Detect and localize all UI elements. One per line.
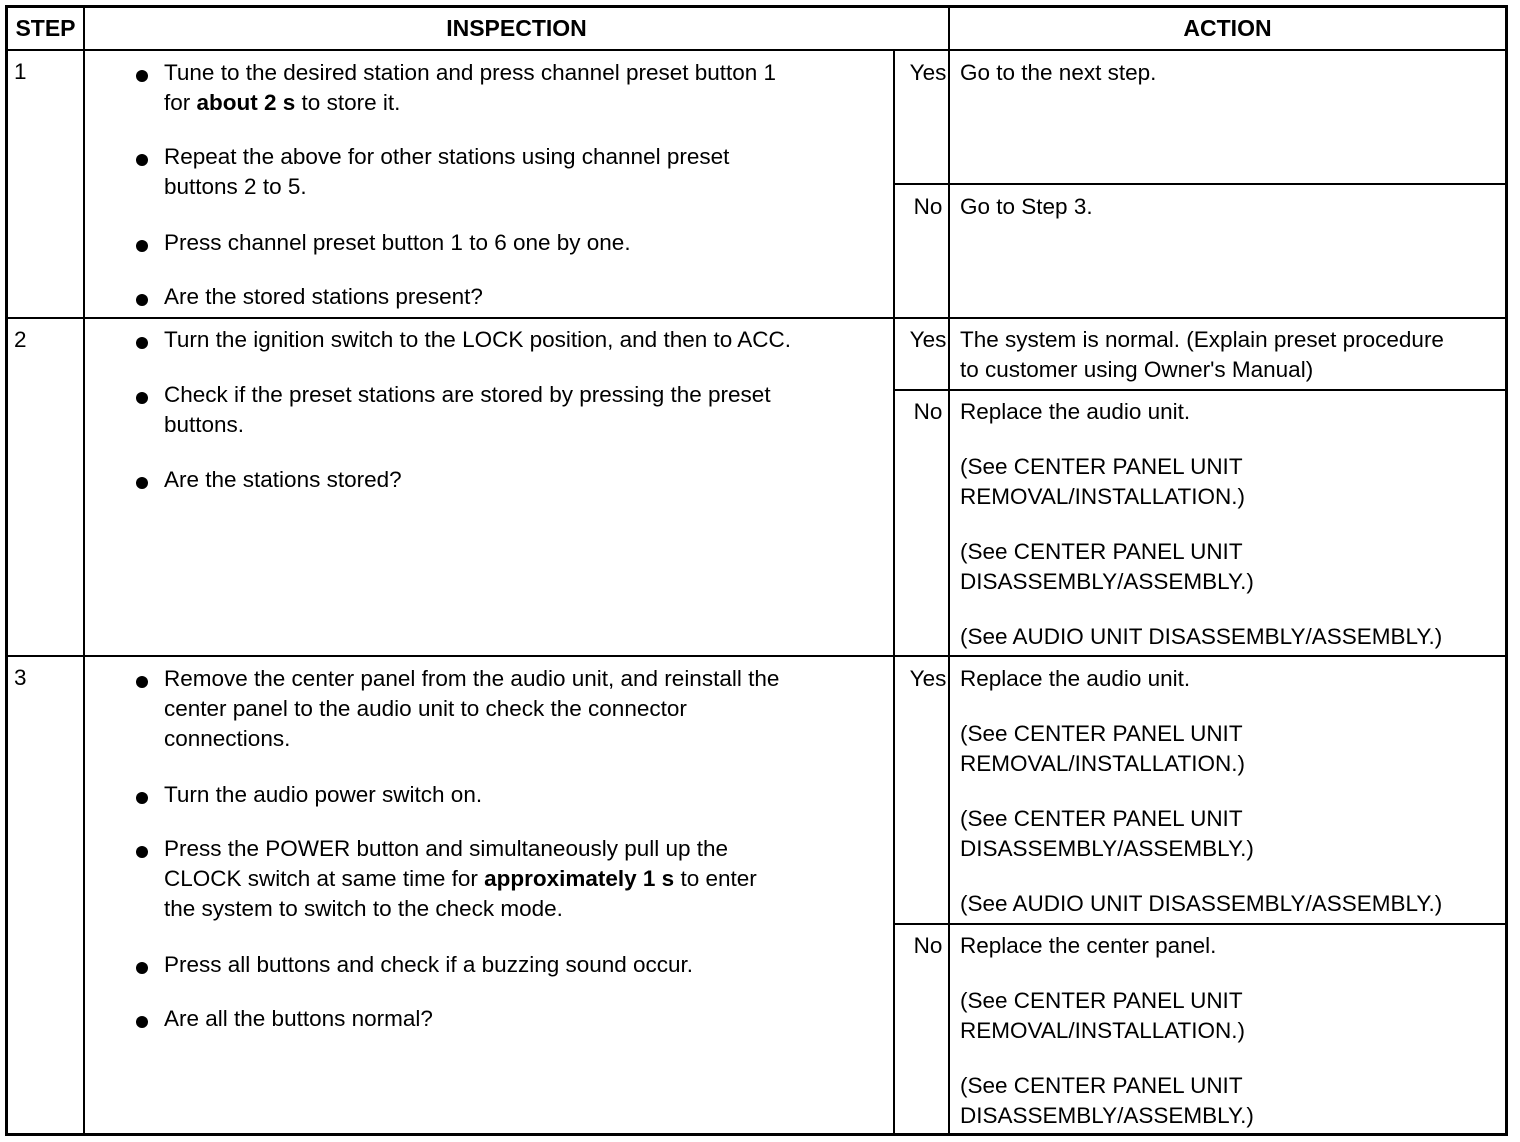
row-divider	[8, 655, 1505, 657]
bullet-icon	[136, 337, 148, 349]
diagnostic-table	[5, 5, 1508, 1136]
answer-yes: Yes	[909, 666, 947, 691]
bullet-icon	[136, 676, 148, 688]
action-text: Go to the next step.	[960, 60, 1157, 85]
result-divider	[893, 923, 1505, 925]
bullet-icon	[136, 240, 148, 252]
action-text: Replace the audio unit. (See CENTER PANEL UNIT REMOVAL/INSTALLATION.) (See CENTER PANEL UNIT DISASSEMBLY/ASSEMBLY.) (See AUDIO UNIT DISASSEMBLY/ASSEMBLY.)	[960, 399, 1443, 649]
header-action: ACTION	[1183, 15, 1272, 41]
bullet-icon	[136, 962, 148, 974]
header-step: STEP	[15, 15, 76, 41]
result-divider	[893, 389, 1505, 391]
inspection-item: Turn the audio power switch on.	[164, 782, 483, 807]
bullet-icon	[136, 392, 148, 404]
action-text: Replace the audio unit. (See CENTER PANEL UNIT REMOVAL/INSTALLATION.) (See CENTER PANEL UNIT DISASSEMBLY/ASSEMBLY.) (See AUDIO UNIT DISASSEMBLY/ASSEMBLY.)	[960, 666, 1443, 916]
inspection-item: Press channel preset button 1 to 6 one by one.	[164, 230, 631, 255]
column-divider	[893, 50, 895, 1133]
action-text: Replace the center panel. (See CENTER PANEL UNIT REMOVAL/INSTALLATION.) (See CENTER PANEL UNIT DISASSEMBLY/ASSEMBLY.)	[960, 933, 1254, 1128]
inspection-item: Press all buttons and check if a buzzing sound occur.	[164, 952, 694, 977]
row-divider	[8, 317, 1505, 319]
inspection-item: Are the stored stations present?	[164, 284, 483, 309]
inspection-item: Remove the center panel from the audio unit, and reinstall the center panel to the audio unit to check the connector connections.	[164, 666, 780, 751]
bullet-icon	[136, 477, 148, 489]
answer-no: No	[913, 933, 943, 958]
inspection-item: Are the stations stored?	[164, 467, 402, 492]
bullet-icon	[136, 846, 148, 858]
row-divider	[8, 49, 1505, 51]
inspection-item: Press the POWER button and simultaneously pull up the CLOCK switch at same time for approximately 1 s to enter the system to switch to the check mode.	[164, 836, 757, 921]
bullet-icon	[136, 70, 148, 82]
step-number: 1	[14, 59, 27, 84]
inspection-item: Tune to the desired station and press channel preset button 1 for about 2 s to store it.	[164, 60, 777, 115]
bullet-icon	[136, 294, 148, 306]
answer-no: No	[913, 194, 943, 219]
inspection-item: Check if the preset stations are stored by pressing the preset buttons.	[164, 382, 771, 437]
step-number: 2	[14, 327, 27, 352]
action-text: Go to Step 3.	[960, 194, 1093, 219]
answer-yes: Yes	[909, 60, 947, 85]
column-divider	[948, 8, 950, 1133]
result-divider	[893, 183, 1505, 185]
inspection-item: Repeat the above for other stations using channel preset buttons 2 to 5.	[164, 144, 730, 199]
header-inspection: INSPECTION	[446, 15, 587, 41]
bullet-icon	[136, 154, 148, 166]
bullet-icon	[136, 792, 148, 804]
action-text: The system is normal. (Explain preset procedure to customer using Owner's Manual)	[960, 327, 1444, 382]
bullet-icon	[136, 1016, 148, 1028]
answer-no: No	[913, 399, 943, 424]
answer-yes: Yes	[909, 327, 947, 352]
inspection-item: Are all the buttons normal?	[164, 1006, 433, 1031]
inspection-item: Turn the ignition switch to the LOCK position, and then to ACC.	[164, 327, 792, 352]
column-divider	[83, 8, 85, 1133]
step-number: 3	[14, 665, 27, 690]
